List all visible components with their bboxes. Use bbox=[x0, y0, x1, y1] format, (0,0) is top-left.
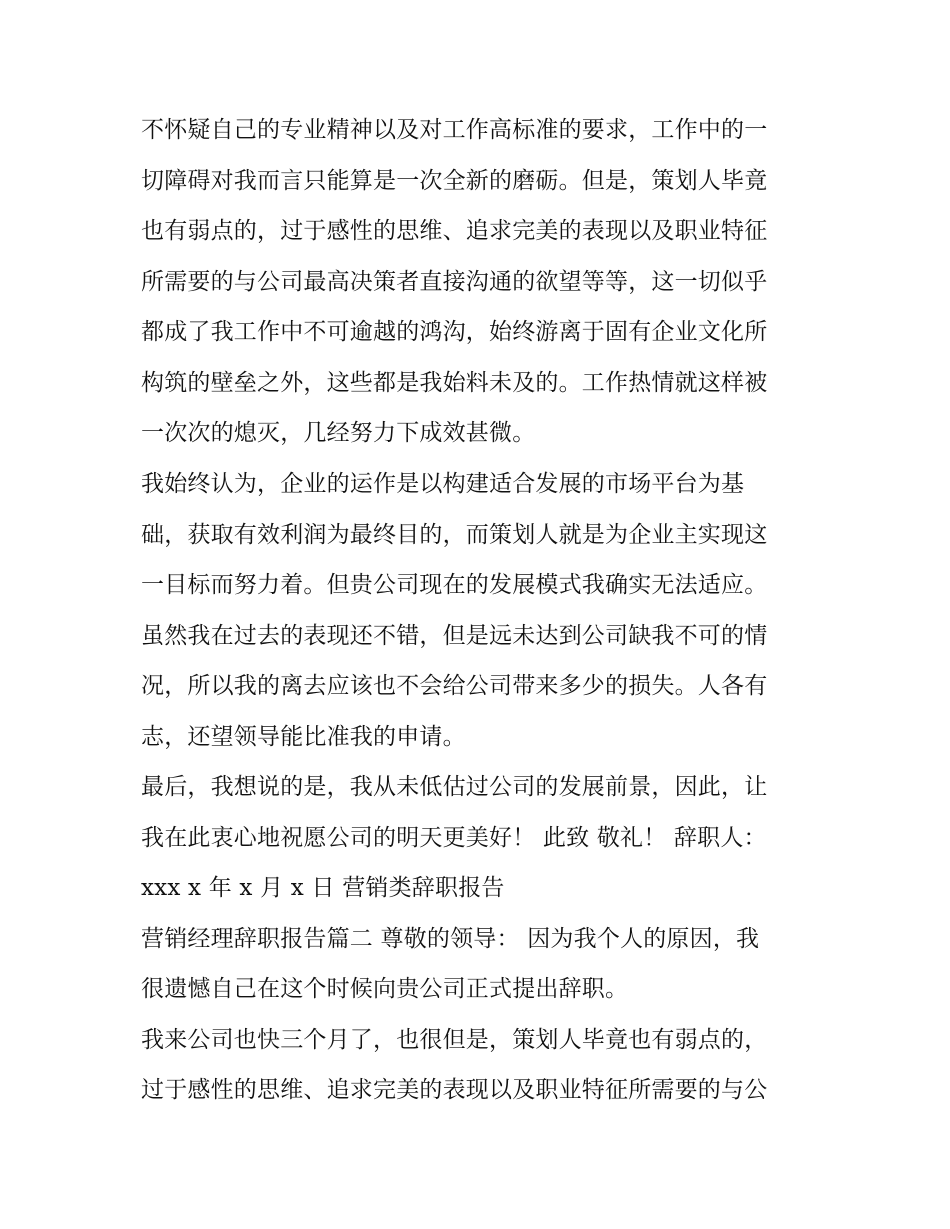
text-line: 所需要的与公司最高决策者直接沟通的欲望等等，这一切似乎 bbox=[141, 269, 768, 295]
text-line: 一目标而努力着。但贵公司现在的发展模式我确实无法适应。 bbox=[141, 572, 768, 598]
text-line: 志，还望领导能比准我的申请。 bbox=[141, 724, 466, 750]
text-line: 础，获取有效利润为最终目的，而策划人就是为企业主实现这 bbox=[141, 522, 768, 548]
text-line: 构筑的壁垒之外，这些都是我始料未及的。工作热情就这样被 bbox=[141, 370, 768, 396]
text-line: 我来公司也快三个月了，也很但是，策划人毕竟也有弱点的， bbox=[141, 1027, 768, 1053]
text-line: 我始终认为，企业的运作是以构建适合发展的市场平台为基 bbox=[141, 471, 745, 497]
text-line: 都成了我工作中不可逾越的鸿沟，始终游离于固有企业文化所 bbox=[141, 319, 768, 345]
text-line: 最后，我想说的是，我从未低估过公司的发展前景，因此，让 bbox=[141, 774, 768, 800]
text-line: 切障碍对我而言只能算是一次全新的磨砺。但是，策划人毕竟 bbox=[141, 168, 768, 194]
text-line: 不怀疑自己的专业精神以及对工作高标准的要求，工作中的一 bbox=[141, 117, 768, 143]
text-line: 营销经理辞职报告篇二 尊敬的领导： 因为我个人的原因，我 bbox=[141, 926, 760, 952]
text-line: 况，所以我的离去应该也不会给公司带来多少的损失。人各有 bbox=[141, 673, 768, 699]
text-line: 很遗憾自己在这个时候向贵公司正式提出辞职。 bbox=[141, 976, 629, 1002]
text-line: 过于感性的思维、追求完美的表现以及职业特征所需要的与公 bbox=[141, 1077, 768, 1103]
text-line: 虽然我在过去的表现还不错，但是远未达到公司缺我不可的情 bbox=[141, 623, 768, 649]
text-line: xxx x 年 x 月 x 日 营销类辞职报告 bbox=[141, 875, 505, 901]
text-line: 我在此衷心地祝愿公司的明天更美好！ 此致 敬礼！ 辞职人： bbox=[141, 825, 767, 851]
text-line: 也有弱点的，过于感性的思维、追求完美的表现以及职业特征 bbox=[141, 218, 768, 244]
text-line: 一次次的熄灭，几经努力下成效甚微。 bbox=[141, 420, 536, 446]
